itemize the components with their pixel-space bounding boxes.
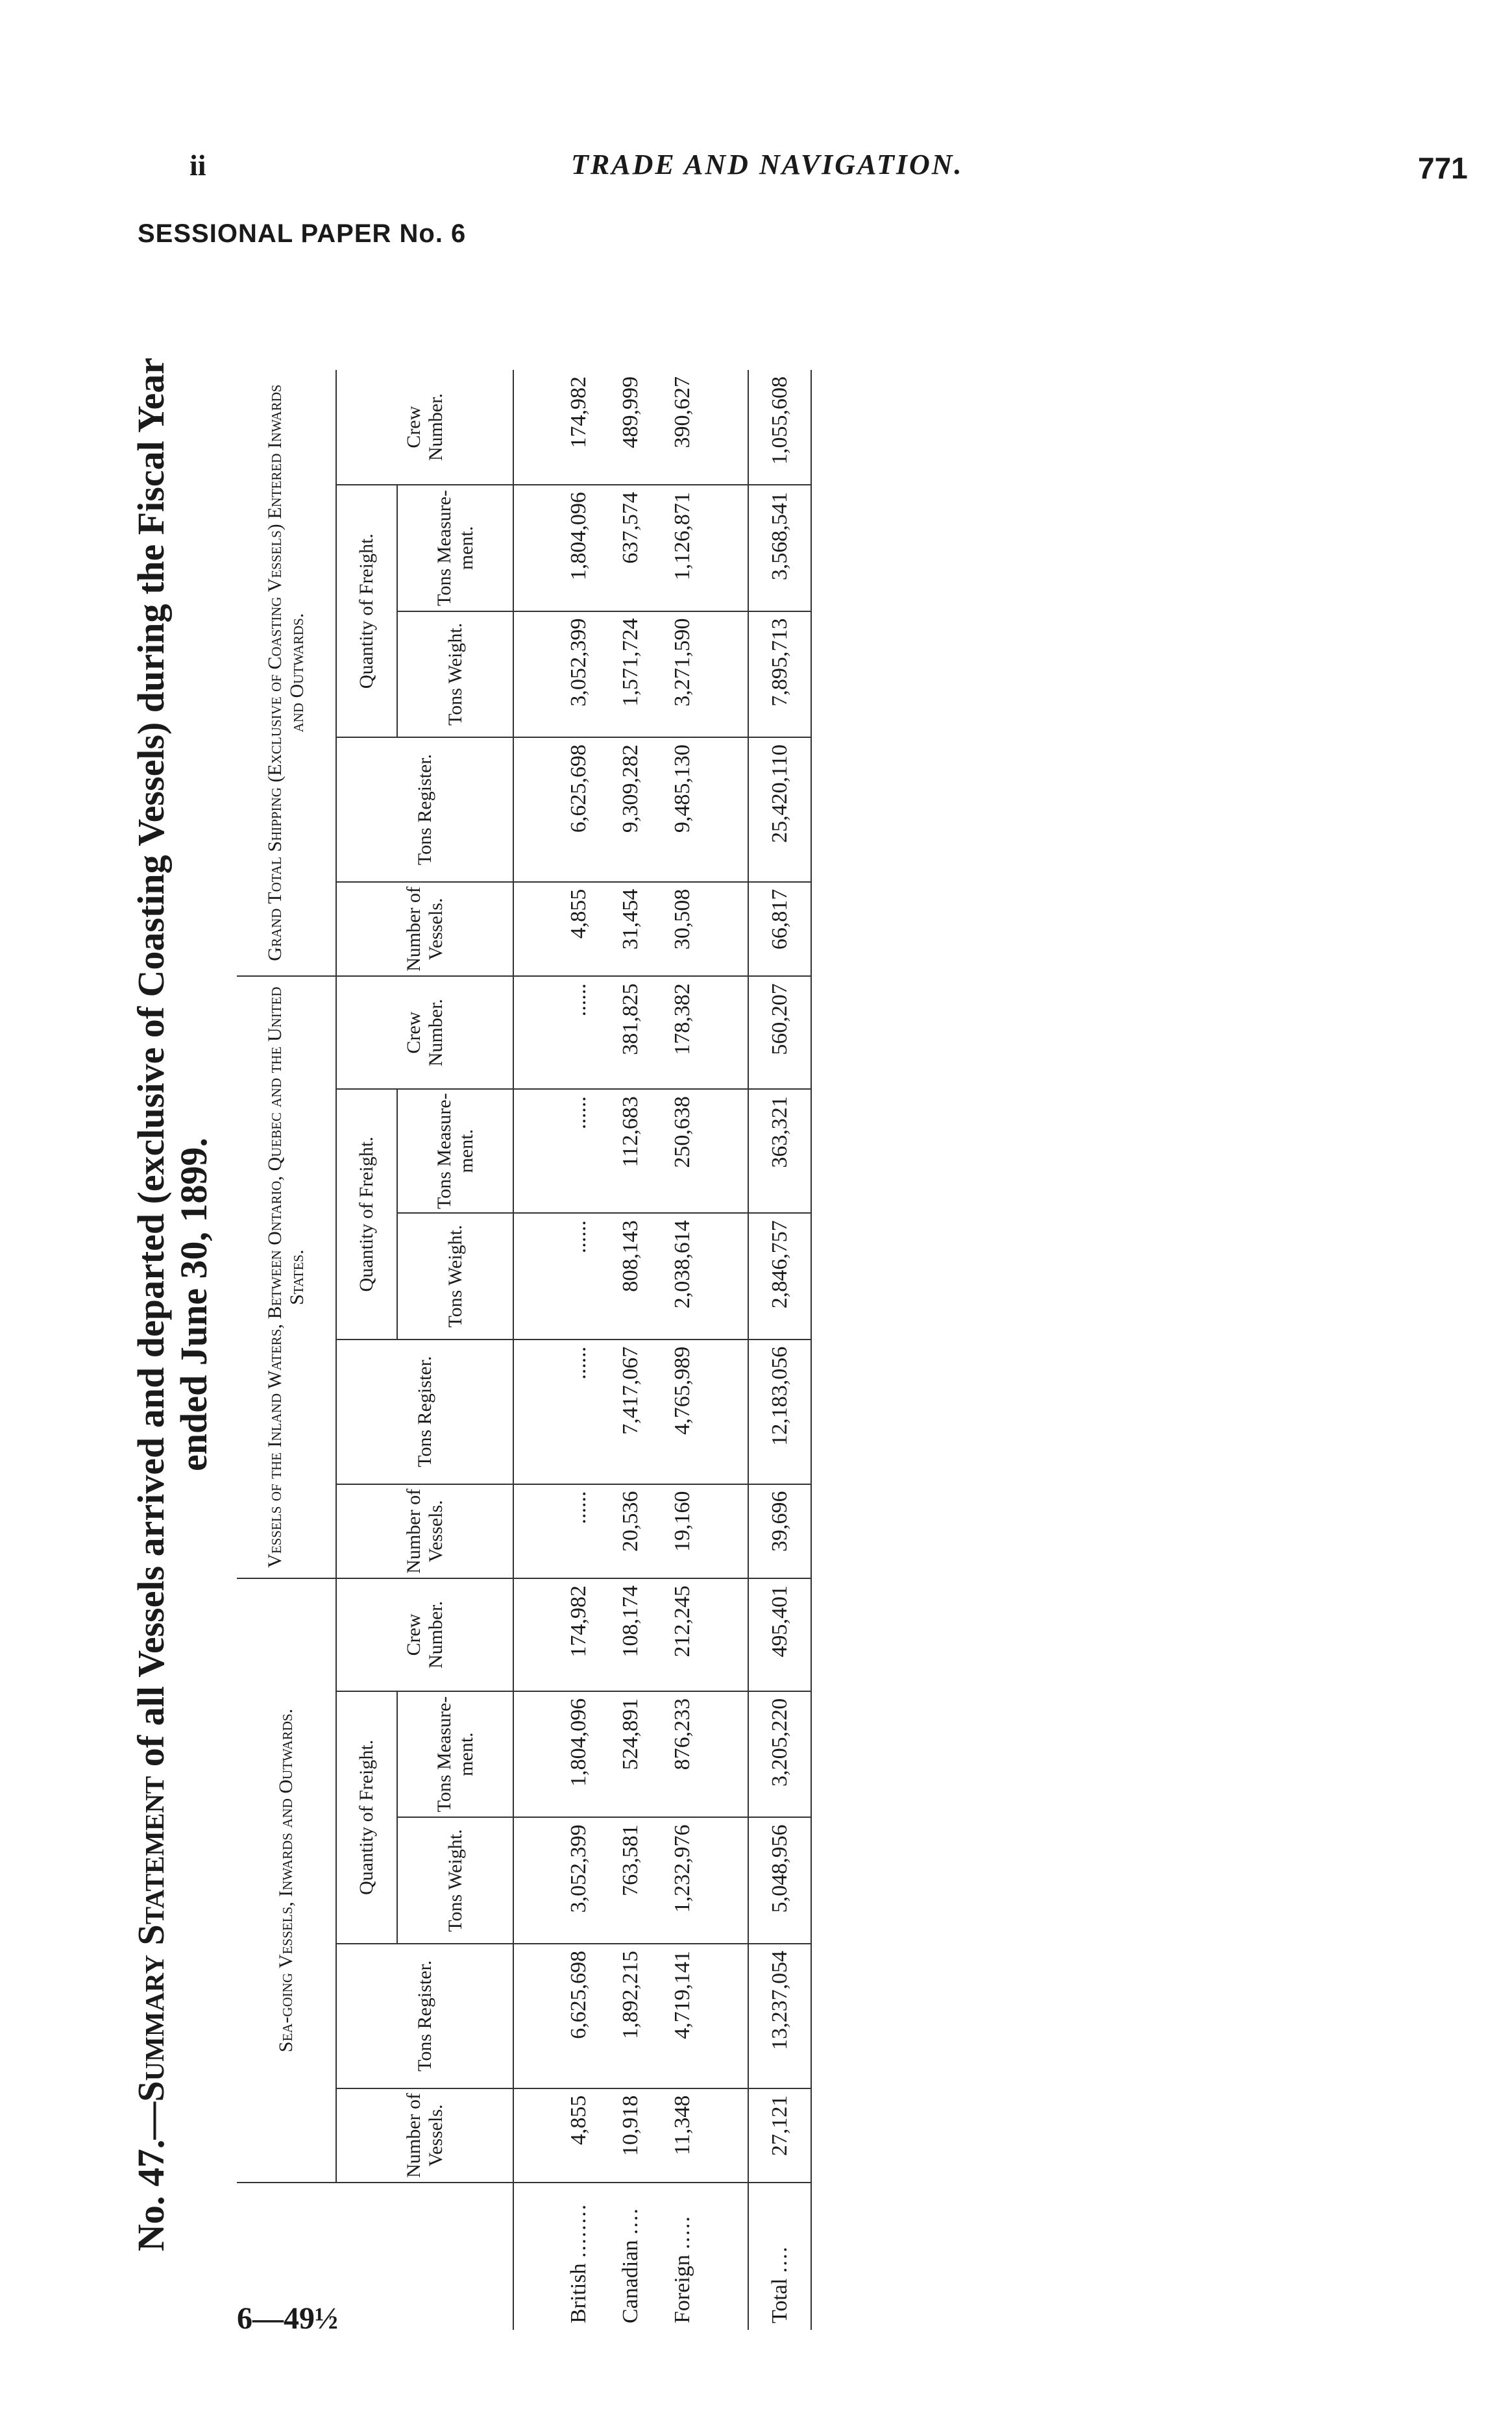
cell: 10,918 (605, 2088, 657, 2183)
cell: ...... (553, 1213, 605, 1340)
cell: 4,855 (553, 2088, 605, 2183)
cell: 381,825 (605, 976, 657, 1089)
col-tons-measurement: Tons Measure-ment. (397, 485, 513, 611)
cell: 6,625,698 (553, 737, 605, 882)
col-crew-number: Crew Number. (336, 1578, 513, 1691)
table-row (553, 370, 605, 2330)
cell: ...... (553, 976, 605, 1089)
cell: 4,719,141 (657, 1944, 709, 2088)
cell: 2,846,757 (748, 1213, 811, 1340)
cell: 2,038,614 (657, 1213, 709, 1340)
cell: 489,999 (605, 370, 657, 485)
row-label: Total .... (748, 2183, 811, 2330)
cell: 108,174 (605, 1578, 657, 1691)
cell: ...... (553, 1340, 605, 1484)
table-row (605, 370, 657, 2330)
col-tons-register: Tons Register. (336, 1340, 513, 1484)
cell: 4,765,989 (657, 1340, 709, 1484)
cell: 13,237,054 (748, 1944, 811, 2088)
cell: 3,568,541 (748, 485, 811, 611)
cell: 9,309,282 (605, 737, 657, 882)
cell: 174,982 (553, 1578, 605, 1691)
cell: 7,417,067 (605, 1340, 657, 1484)
cell: 3,205,220 (748, 1691, 811, 1818)
cell: 495,401 (748, 1578, 811, 1691)
cell: 7,895,713 (748, 611, 811, 738)
sessional-paper-label: SESSIONAL PAPER No. 6 (138, 219, 467, 248)
cell: 763,581 (605, 1817, 657, 1944)
title-small-caps: Summary Statement (130, 1776, 172, 2102)
cell: 9,485,130 (657, 737, 709, 882)
cell: 250,638 (657, 1089, 709, 1213)
cell: ...... (553, 1484, 605, 1578)
cell: 20,536 (605, 1484, 657, 1578)
cell: 66,817 (748, 882, 811, 976)
col-quantity-freight: Quantity of Freight. (336, 1691, 397, 1944)
cell: 112,683 (605, 1089, 657, 1213)
rotated-statement (130, 266, 973, 2343)
group-inland: Vessels of the Inland Waters, Between Ontario, Quebec and the United States. (237, 976, 336, 1578)
col-tons-measurement: Tons Measure-ment. (397, 1691, 513, 1818)
group-grand-total: Grand Total Shipping (Exclusive of Coasting Vessels) Entered Inwards and Outwards. (237, 370, 336, 976)
cell: 1,804,096 (553, 1691, 605, 1818)
col-tons-measurement: Tons Measure-ment. (397, 1089, 513, 1213)
cell: 1,126,871 (657, 485, 709, 611)
col-crew-number: Crew Number. (336, 370, 513, 485)
col-number-vessels: Number of Vessels. (336, 2088, 513, 2183)
cell: 212,245 (657, 1578, 709, 1691)
group-sea-going: Sea-going Vessels, Inwards and Outwards. (237, 1578, 336, 2183)
cell: 12,183,056 (748, 1340, 811, 1484)
cell: 3,271,590 (657, 611, 709, 738)
summary-table (237, 370, 812, 2330)
cell: 6,625,698 (553, 1944, 605, 2088)
cell: 3,052,399 (553, 611, 605, 738)
statement-title (130, 266, 215, 2343)
col-quantity-freight: Quantity of Freight. (336, 1089, 397, 1340)
title-line1: of all Vessels arrived and departed (exclusive of Coasting Vessels) during the Fiscal Year (130, 357, 172, 1776)
cell: ...... (553, 1089, 605, 1213)
cell: 4,855 (553, 882, 605, 976)
col-number-vessels: Number of Vessels. (336, 882, 513, 976)
col-tons-weight: Tons Weight. (397, 1213, 513, 1340)
cell: 524,891 (605, 1691, 657, 1818)
running-title: TRADE AND NAVIGATION. (571, 149, 964, 180)
col-tons-register: Tons Register. (336, 737, 513, 882)
cell: 178,382 (657, 976, 709, 1089)
cell: 19,160 (657, 1484, 709, 1578)
cell: 1,892,215 (605, 1944, 657, 2088)
cell: 1,571,724 (605, 611, 657, 738)
title-prefix: No. 47.— (130, 2101, 172, 2252)
cell: 27,121 (748, 2088, 811, 2183)
row-label: Canadian .... (618, 2207, 642, 2323)
cell: 637,574 (605, 485, 657, 611)
cell: 560,207 (748, 976, 811, 1089)
table-row (657, 370, 709, 2330)
title-line2: ended June 30, 1899. (173, 1138, 215, 1472)
cell: 31,454 (605, 882, 657, 976)
cell: 25,420,110 (748, 737, 811, 882)
cell: 808,143 (605, 1213, 657, 1340)
col-number-vessels: Number of Vessels. (336, 1484, 513, 1578)
cell: 1,232,976 (657, 1817, 709, 1944)
cell: 30,508 (657, 882, 709, 976)
cell: 5,048,956 (748, 1817, 811, 1944)
cell: 876,233 (657, 1691, 709, 1818)
col-crew-number: Crew Number. (336, 976, 513, 1089)
signature-mark: 6—49½ (237, 2301, 338, 2336)
cell: 174,982 (553, 370, 605, 485)
col-quantity-freight: Quantity of Freight. (336, 485, 397, 737)
total-row (748, 370, 811, 2330)
cell: 1,055,608 (748, 370, 811, 485)
col-tons-weight: Tons Weight. (397, 611, 513, 738)
col-tons-register: Tons Register. (336, 1944, 513, 2088)
cell: 363,321 (748, 1089, 811, 1213)
row-label: British ........ (567, 2203, 591, 2323)
page-number: 771 (1418, 151, 1468, 185)
cell: 1,804,096 (553, 485, 605, 611)
cell: 11,348 (657, 2088, 709, 2183)
cell: 39,696 (748, 1484, 811, 1578)
col-tons-weight: Tons Weight. (397, 1817, 513, 1944)
cell: 3,052,399 (553, 1817, 605, 1944)
row-label: Foreign ..... (670, 2215, 694, 2323)
page-header-roman: ii (189, 149, 206, 182)
cell: 390,627 (657, 370, 709, 485)
